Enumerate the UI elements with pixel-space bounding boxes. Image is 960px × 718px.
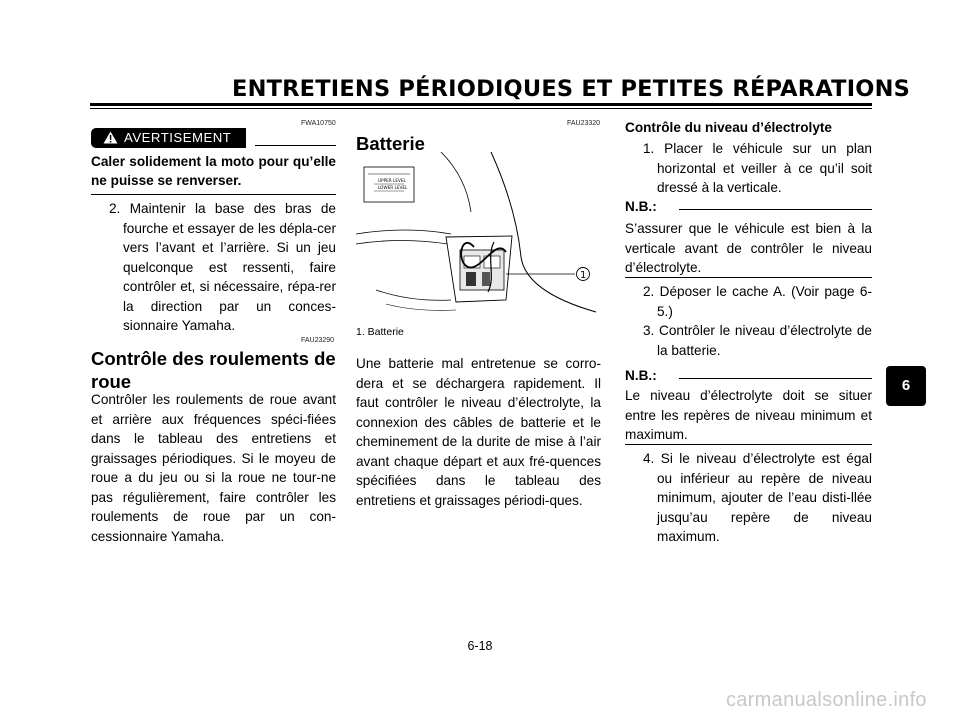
step-2: 2. Maintenir la base des bras de fourche et essayer de les dépla-cer vers l’avant et l’arrière. Si un jeu quelconque est ressenti, faire contrôler et, si nécessaire, répa-rer la direction par un conces-sionnaire Yamaha. bbox=[109, 201, 336, 333]
upper-level-mark: UPPER LEVEL bbox=[378, 178, 406, 183]
step-3: 3. Contrôler le niveau d’électrolyte de la batterie. bbox=[643, 323, 872, 358]
note-text: S’assurer que le véhicule est bien à la verticale avant de contrôler le niveau d’électrolyte. bbox=[625, 221, 872, 275]
note-heading bbox=[625, 199, 872, 214]
warning-banner bbox=[91, 128, 246, 148]
watermark: carmanualsonline.info bbox=[726, 689, 927, 711]
header-rule bbox=[90, 103, 872, 106]
reference-code: FAU23290 bbox=[301, 337, 335, 344]
reference-code: FAU23320 bbox=[567, 120, 601, 127]
note-label: N.B.: bbox=[625, 199, 657, 214]
chapter-title: ENTRETIENS PÉRIODIQUES ET PETITES RÉPARATIONS bbox=[232, 76, 911, 102]
note-label: N.B.: bbox=[625, 368, 657, 383]
header-rule-thin bbox=[90, 108, 872, 109]
step-2-right: 2. Déposer le cache A. (Voir page 6-5.) bbox=[643, 284, 872, 319]
note-rule bbox=[679, 209, 872, 210]
note-heading bbox=[625, 368, 872, 383]
step-1: 1. Placer le véhicule sur un plan horizontal et veiller à ce qu’il soit dressé à la verticale. bbox=[643, 141, 872, 195]
note-text: Le niveau d’électrolyte doit se situer entre les repères de niveau minimum et maximum. bbox=[625, 388, 872, 442]
callout-number: 1 bbox=[580, 270, 587, 281]
figure-caption: 1. Batterie bbox=[356, 326, 404, 338]
note-end-rule bbox=[625, 277, 872, 278]
warning-triangle-icon bbox=[103, 131, 118, 149]
page-number: 6-18 bbox=[467, 639, 493, 653]
subsection-heading: Contrôle du niveau d’électrolyte bbox=[625, 120, 832, 135]
section-title-battery: Batterie bbox=[356, 133, 425, 154]
warning-rule bbox=[255, 145, 336, 146]
warning-text: Caler solidement la moto pour qu’elle ne puisse se renverser. bbox=[91, 154, 336, 188]
note-end-rule bbox=[625, 444, 872, 445]
step-4: 4. Si le niveau d’électrolyte est égal ou inférieur au repère de niveau minimum, ajouter de l’eau disti-llée jusqu’au repère de niveau maximum. bbox=[643, 451, 872, 544]
battery-paragraph: Une batterie mal entretenue se corro-dera et se déchargera rapidement. Il faut contrôler le niveau d’électrolyte, la connexion des câbles de batterie et le cheminement de la durite de mise à l’air avant chaque départ et aux fré-quences spécifiées dans le tableau des entretiens et graissages périodi-ques. bbox=[356, 356, 601, 508]
warning-label: AVERTISEMENT bbox=[124, 130, 232, 145]
chapter-tab[interactable]: 6 bbox=[886, 366, 926, 406]
battery-illustration bbox=[356, 152, 601, 322]
section-paragraph: Contrôler les roulements de roue avant et arrière aux fréquences spéci-fiées dans le tableau des entretiens et graissages périodiques. Si le moyeu de roue a du jeu ou si la roue ne tour-ne pas régulièrement, faire contrôler les roulements de roue par un con-cessionnaire Yamaha. bbox=[91, 392, 336, 544]
note-rule bbox=[679, 378, 872, 379]
lower-level-mark: LOWER LEVEL bbox=[378, 185, 408, 190]
section-title: Contrôle des roulements de roue bbox=[91, 348, 336, 392]
warning-end-rule bbox=[91, 194, 336, 195]
reference-code: FWA10750 bbox=[301, 120, 336, 127]
